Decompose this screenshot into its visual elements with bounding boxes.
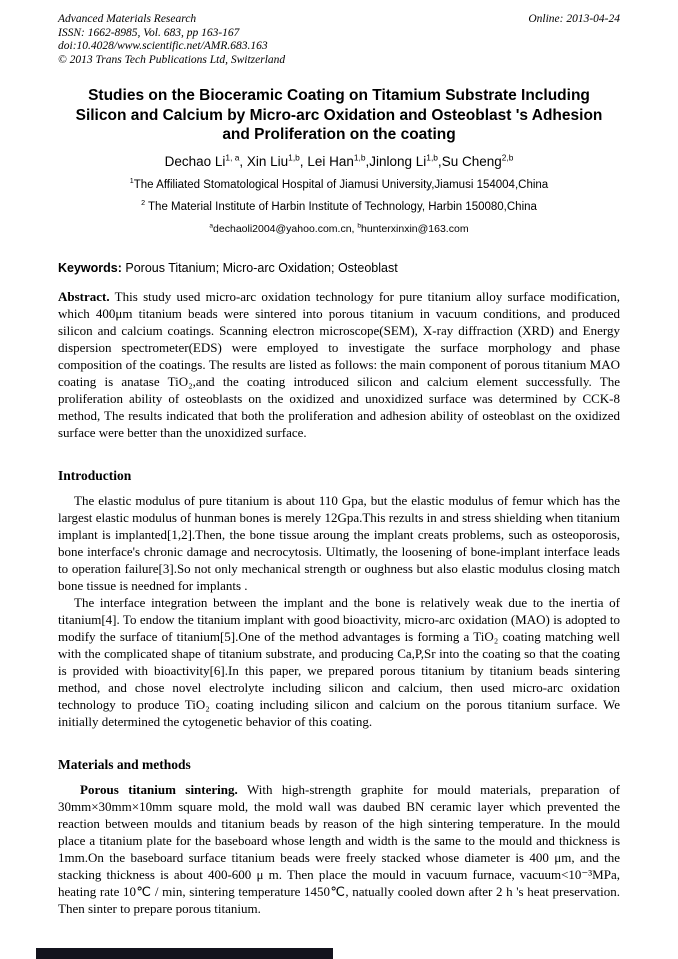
affiliation-text: The Material Institute of Harbin Institute of Technology, Harbin 150080,China [145,200,537,213]
abstract-text: This study used micro-arc oxidation technology for pure titanium alloy surface modification, which 400μm titanium beads were sintered into porous titanium in vacuum conditions, and produced silicon and calcium coatings. Scanning electron microscope(SEM), X-ray diffraction (XRD) and Energy dispersion spectrometer(EDS) were employed to investigate the surface morphology and phase composition of the coatings. The results are listed as follows: the main component of porous titanium MAO coating is anatase TiO₂,and the coating introduced silicon and calcium element successfully. The proliferation ability of osteoblasts on the oxidized and unoxidized surface was determined by CCK-8 method, The results indicated that both the proliferation and adhesion ability of osteoblast on the oxidized surface were better than the unoxidized surface. [58,288,620,440]
email-mark: b [357,222,362,229]
author-name: Dechao Li [164,153,226,169]
author-separator: , [299,153,308,169]
affiliation-text: The Affiliated Stomatological Hospital of Jiamusi University,Jiamusi 154004,China [133,178,549,191]
email-address: dechaoli2004@yahoo.com.cn, [213,222,358,235]
author-affil-mark: 2,b [501,152,514,162]
affiliation-mark: 1 [129,176,134,185]
journal-name: Advanced Materials Research [58,13,197,25]
copyright-line: © 2013 Trans Tech Publications Ltd, Switzerland [58,53,286,66]
publication-header [58,13,620,67]
keywords-text: Porous Titanium; Micro-arc Oxidation; Osteoblast [121,260,398,275]
author-affil-mark: 1,b [288,152,300,162]
keywords-line [58,261,620,275]
scan-artifact-bar [36,948,333,959]
materials-text: With high-strength graphite for mould materials, preparation of 30mm×30mm×10mm square mold, the mold wall was daubed BN ceramic layer which prevented the reaction between moulds and titanium beads by reason of the high sintering temperature. In the mould place a titanium plate for the baseboard whose length and width is the same to the mould and thickness is 1mm.On the baseboard surface titanium beads were freely stacked whose diameter is 400 μm, and the stacking thickness is about 400-600 μ m. Then place the mould in vacuum furnace, vacuum<10⁻³MPa, heating rate 10℃ / min, sintering temperature 1450℃, natually cooled down after 2 h 's heat preservation. Then sinter to prepare porous titanium. [58,781,620,916]
author-separator: , [437,153,442,169]
emails-line [58,223,620,235]
issn-line: ISSN: 1662-8985, Vol. 683, pp 163-167 [58,26,240,39]
abstract-label: Abstract. [58,288,110,304]
author-affil-mark: 1, a [225,152,240,162]
introduction-paragraph-1: The elastic modulus of pure titanium is about 110 Gpa, but the elastic modulus of femur which has the largest elastic modulus of hunman bones is merely 12Gpa.This rezults in and stress shielding when titanium implant is implanted[1,2].Then, the bone tissue aroung the implant creats problems, such as osteoporosis, bone interface's chronic damage and necrocytosis. Ultimatly, the loosening of bone-implant interface leads to operation failure[3].So not only mechanical strength or oughness but also elastic modulus closing match bone tissue is needned for implants . [58,492,620,593]
abstract-paragraph [58,288,620,441]
materials-paragraph [58,781,620,917]
doi-line: doi:10.4028/www.scientific.net/AMR.683.163 [58,40,268,52]
affiliation-mark: 2 [141,198,146,207]
author-affil-mark: 1,b [426,152,438,162]
author-name: Jinlong Li [369,153,427,169]
authors-line [58,154,620,169]
author-name: Lei Han [307,153,354,169]
email-mark: a [209,222,214,229]
email-address: hunterxinxin@163.com [361,222,469,235]
online-date: Online: 2013-04-24 [528,13,620,25]
author-name: Su Cheng [441,153,502,169]
materials-subheading: Porous titanium sintering. [80,781,238,797]
keywords-label: Keywords: [58,260,122,275]
section-heading-materials: Materials and methods [58,756,191,772]
author-name: Xin Liu [246,153,289,169]
introduction-paragraph-2: The interface integration between the implant and the bone is relatively weak due to the inertia of titanium[4]. To endow the titanium implant with good bioactivity, micro-arc oxidation (MAO) is adopted to modify the surface of titanium[5].One of the method advantages is forming a TiO₂ coating matching well with the complicated shape of titanium substrate, and producing Ca,P,Sr into the coating so that the coating is provided with bioactivity[6].In this paper, we prepared porous titanium by titanium beads sintering method, and chose novel electrolyte including silicon and calcium, then used micro-arc oxidation technology to produce TiO₂ coating including silicon and calcium on the porous titanium surface. We initially determined the cytogenetic behavior of this coating. [58,594,620,729]
affiliation-2 [58,198,620,213]
author-separator: , [239,153,247,169]
paper-title: Studies on the Bioceramic Coating on Titamium Substrate Including Silicon and Calcium by Micro-arc Oxidation and Osteoblast 's Adhesion and Proliferation on the coating [75,87,603,143]
affiliation-1 [58,176,620,191]
author-affil-mark: 1,b [353,152,366,162]
publication-header-row [58,13,620,27]
author-separator: , [365,153,370,169]
section-heading-introduction: Introduction [58,467,132,483]
